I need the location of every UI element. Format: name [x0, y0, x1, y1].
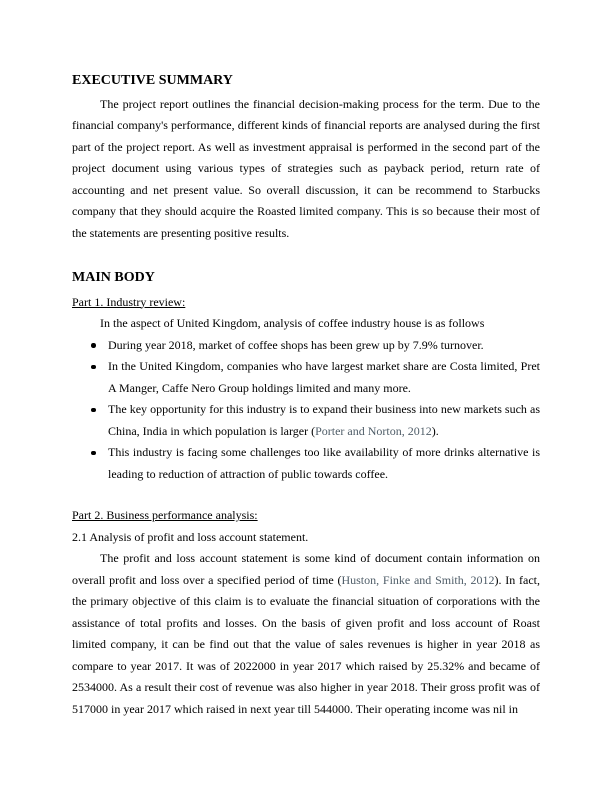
part1-intro: In the aspect of United Kingdom, analysis of coffee industry house is as follows [100, 316, 485, 330]
bullet-item [72, 399, 540, 442]
executive-summary-paragraph: The project report outlines the financial decision-making process for the term. Due to the financial company's performance, different kinds of financial reports are analysed during the first part of the project report. As well as investment appraisal is performed in the second part of the project document using various types of strategies such as payback period, return rate of accounting and net present value. So overall discussion, it can be recommend to Starbucks company that they should acquire the Roasted limited company. This is so because their most of the statements are presenting positive results. [72, 96, 540, 240]
paragraph-text: The profit and loss account statement is some kind of document contain information on overall profit and loss over a specified period of time ( [72, 551, 540, 587]
bullet-item [72, 356, 540, 399]
bullet-marker-icon [91, 343, 96, 348]
bullet-text: The key opportunity for this industry is to expand their business into new markets such as China, India in which population is larger ( [108, 402, 540, 438]
bullet-marker-icon [91, 365, 96, 370]
bullet-text: In the United Kingdom, companies who have largest market share are Costa limited, Pret A Manger, Caffe Nero Group holdings limited and many more. [108, 359, 540, 395]
bullet-item [72, 335, 540, 357]
citation-text: Porter and Norton, 2012 [315, 423, 432, 438]
paragraph-text-after: ). In fact, the primary objective of this claim is to evaluate the financial situation of corporations with the assistance of total profits and losses. On the basis of given profit and loss account of Roast limited company, it can be find out that the value of sales revenues is higher in year 2018 as compare to year 2017. It was of 2022000 in year 2017 which raised by 25.32% and became of 2534000. As a result their cost of revenue was also higher in year 2018. Their gross profit was of 517000 in year 2017 which raised in next year till 544000. Their operating income was nil in [72, 572, 540, 716]
industry-bullet-list [72, 335, 540, 486]
part2-subheading: 2.1 Analysis of profit and loss account statement. [72, 529, 309, 544]
bullet-text-after: ). [431, 423, 439, 438]
part2-paragraph [72, 548, 540, 720]
bullet-marker-icon [91, 451, 96, 456]
part2-heading-text: Part 2. Business performance analysis: [72, 508, 258, 522]
main-body-heading: MAIN BODY [72, 270, 155, 285]
executive-summary-heading: EXECUTIVE SUMMARY [72, 73, 233, 88]
bullet-text: During year 2018, market of coffee shops has been grew up by 7.9% turnover. [108, 337, 484, 352]
citation-text: Huston, Finke and Smith, 2012 [341, 572, 495, 587]
bullet-marker-icon [91, 408, 96, 413]
bullet-item [72, 442, 540, 485]
part1-heading-text: Part 1. Industry review: [72, 294, 186, 309]
bullet-text: This industry is facing some challenges too like availability of more drinks alternative is leading to reduction of attraction of public towards coffee. [108, 445, 540, 481]
part1-heading [72, 292, 540, 314]
part2-heading [72, 505, 540, 527]
